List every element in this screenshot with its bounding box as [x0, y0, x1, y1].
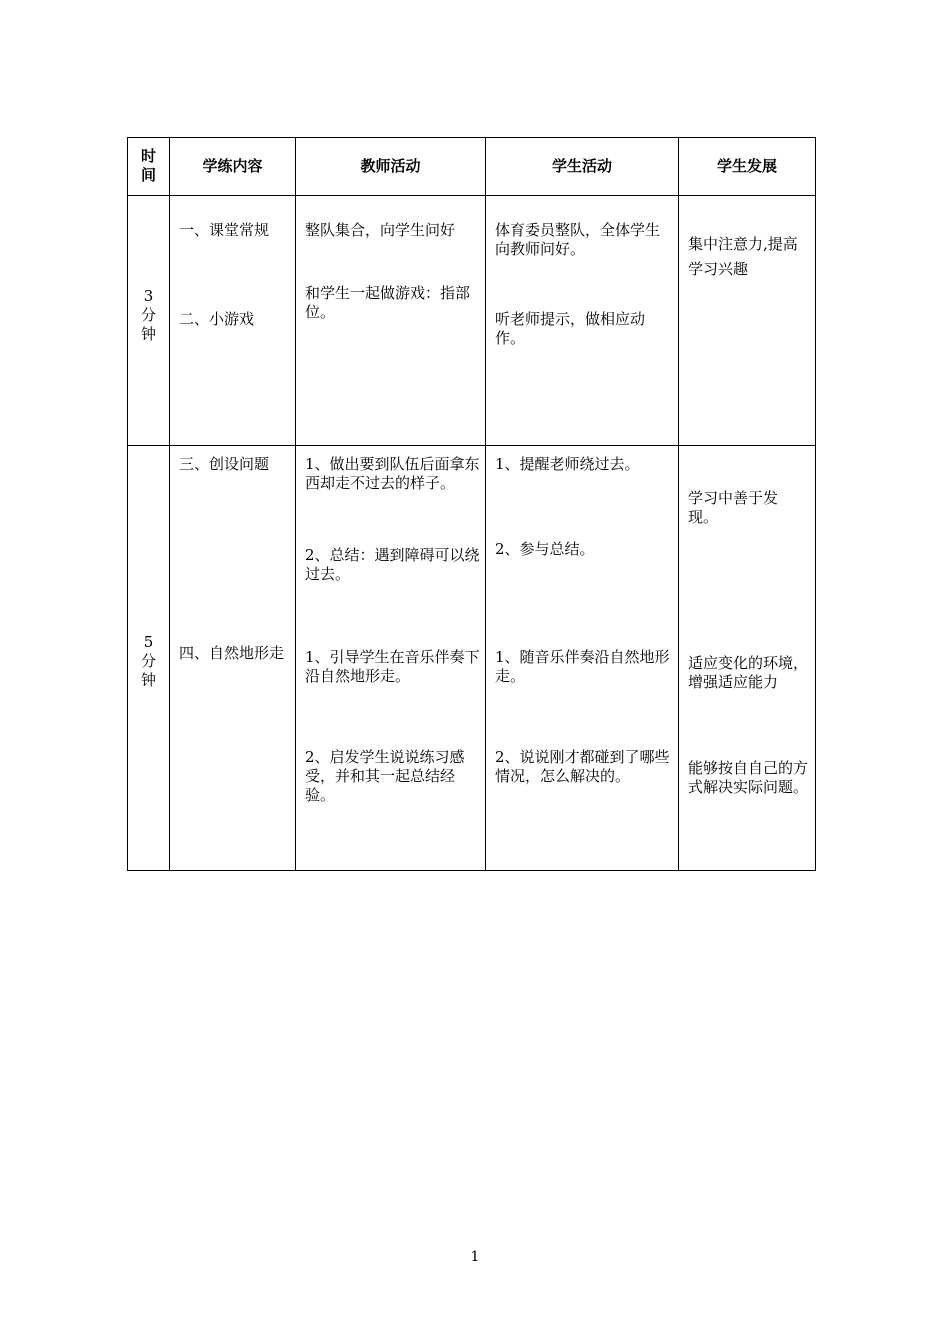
row2-content-b: 四、自然地形走 — [179, 644, 285, 662]
row2-teacher-c: 1、引导学生在音乐伴奏下沿自然地形走。 — [305, 648, 480, 685]
header-time: 时 间 — [140, 147, 156, 184]
row2-time: 5 分 钟 — [140, 633, 156, 689]
row2-development-c: 能够按自自己的方式解决实际问题。 — [688, 759, 809, 796]
row1-time: 3 分 钟 — [140, 287, 156, 343]
row1-teacher-b: 和学生一起做游戏：指部位。 — [305, 284, 471, 321]
row1-teacher-a: 整队集合，向学生问好 — [305, 221, 456, 239]
header-teacher: 教师活动 — [360, 157, 421, 175]
row2-content-a: 三、创设问题 — [179, 455, 270, 473]
row1-development-a: 集中注意力,提高学习兴趣 — [688, 235, 798, 278]
row2-student-b: 2、参与总结。 — [495, 540, 595, 558]
page-number: 1 — [470, 1249, 480, 1265]
header-student: 学生活动 — [551, 157, 612, 175]
row2-student-d: 2、说说刚才都碰到了哪些情况，怎么解决的。 — [495, 748, 670, 785]
row2-student-c: 1、随音乐伴奏沿自然地形走。 — [495, 648, 670, 685]
row1-student-a: 体育委员整队，全体学生向教师问好。 — [495, 221, 661, 258]
row2-teacher-d: 2、启发学生说说练习感受，并和其一起总结经验。 — [305, 748, 465, 804]
header-content: 学练内容 — [202, 157, 263, 175]
row2-teacher-a: 1、做出要到队伍后面拿东西却走不过去的样子。 — [305, 455, 480, 492]
row1-student-b: 听老师提示，做相应动作。 — [495, 310, 646, 347]
row2-development-a: 学习中善于发现。 — [688, 489, 779, 526]
row2-student-a: 1、提醒老师绕过去。 — [495, 455, 640, 473]
header-development: 学生发展 — [716, 157, 777, 175]
row1-content-a: 一、课堂常规 — [179, 221, 270, 239]
row2-teacher-b: 2、总结：遇到障碍可以绕过去。 — [305, 546, 480, 583]
row2-development-b: 适应变化的环境，增强适应能力 — [688, 654, 809, 691]
row1-content-b: 二、小游戏 — [179, 310, 255, 328]
